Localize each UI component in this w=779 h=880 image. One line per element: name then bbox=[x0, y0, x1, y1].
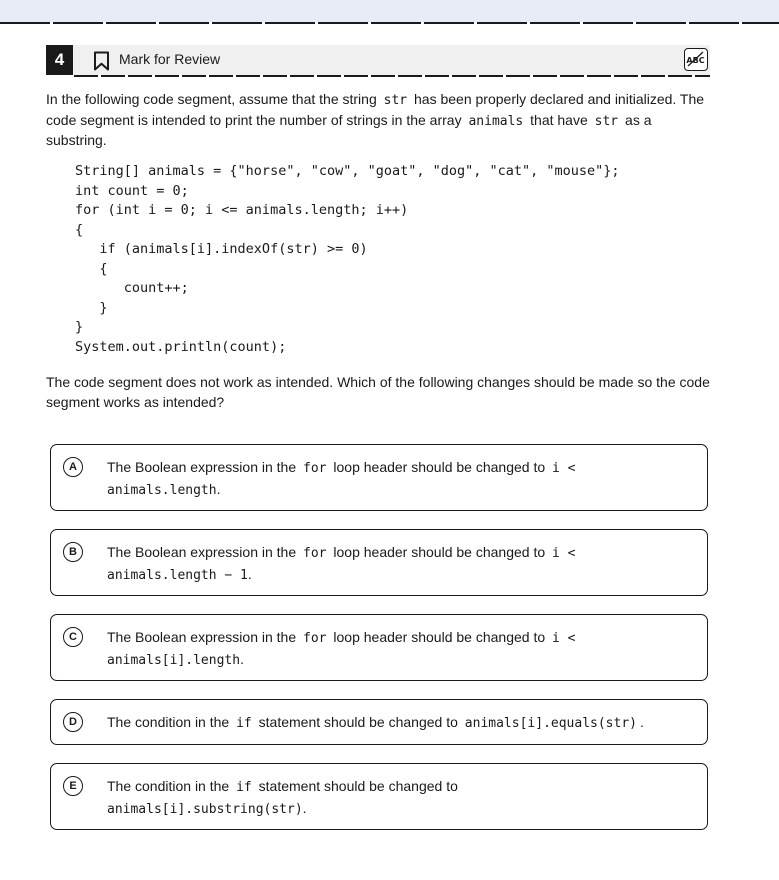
code-line: count++; bbox=[75, 280, 189, 296]
inline-code: str bbox=[594, 113, 619, 129]
code-line: for (int i = 0; i <= animals.length; i++) bbox=[75, 202, 409, 218]
code-line: String[] animals = {"horse", "cow", "goat", "dog", "cat", "mouse"}; bbox=[75, 163, 620, 179]
question-header bbox=[46, 45, 710, 75]
strikethrough-abc-icon bbox=[685, 49, 706, 69]
bookmark-icon[interactable] bbox=[93, 51, 110, 76]
header-divider bbox=[74, 75, 710, 77]
answer-choice-b[interactable] bbox=[50, 529, 708, 596]
code-line: System.out.println(count); bbox=[75, 338, 287, 355]
choice-letter: E bbox=[63, 776, 83, 796]
inline-code: animals bbox=[468, 113, 524, 129]
choice-letter: A bbox=[63, 457, 83, 477]
code-block bbox=[75, 162, 620, 357]
question-prompt: In the following code segment, assume that the string str has been properly declared and initialized. The code segment is intended to print the number of strings in the array animals that have str as a substring. bbox=[46, 91, 705, 148]
svg-text:ABC: ABC bbox=[686, 56, 705, 65]
code-line: } bbox=[75, 319, 84, 335]
choice-text: The Boolean expression in the for loop header should be changed to i < animals.length. bbox=[107, 459, 576, 498]
answer-eliminator-button[interactable] bbox=[684, 48, 708, 71]
code-line: } bbox=[75, 299, 108, 316]
inline-code: str bbox=[383, 93, 408, 108]
code-line: { bbox=[75, 221, 84, 238]
code-line: if (animals[i].indexOf(str) >= 0) bbox=[75, 241, 368, 257]
answer-choice-c[interactable] bbox=[50, 614, 708, 681]
answer-choice-e[interactable] bbox=[50, 763, 708, 830]
top-toolbar bbox=[0, 0, 779, 22]
choice-letter: D bbox=[63, 712, 83, 732]
question-stem: The code segment does not work as intended. Which of the following changes should be made so the code segment works as intended? bbox=[46, 374, 710, 410]
answer-choice-a[interactable] bbox=[50, 444, 708, 511]
choice-text: The Boolean expression in the for loop header should be changed to i < animals.length − 1. bbox=[107, 544, 576, 583]
mark-for-review-label[interactable]: Mark for Review bbox=[119, 51, 221, 67]
answer-choice-d[interactable] bbox=[50, 699, 708, 745]
question-number: 4 bbox=[46, 45, 73, 75]
choice-text: The Boolean expression in the for loop header should be changed to i < animals[i].length. bbox=[107, 629, 576, 668]
code-line: { bbox=[75, 260, 108, 277]
choice-text: The condition in the if statement should be changed to animals[i].substring(str). bbox=[107, 778, 458, 817]
top-divider bbox=[0, 22, 779, 24]
choice-letter: C bbox=[63, 627, 83, 647]
choice-letter: B bbox=[63, 542, 83, 562]
choice-text: The condition in the if statement should be changed to animals[i].equals(str) . bbox=[107, 714, 644, 731]
code-line: int count = 0; bbox=[75, 182, 189, 199]
